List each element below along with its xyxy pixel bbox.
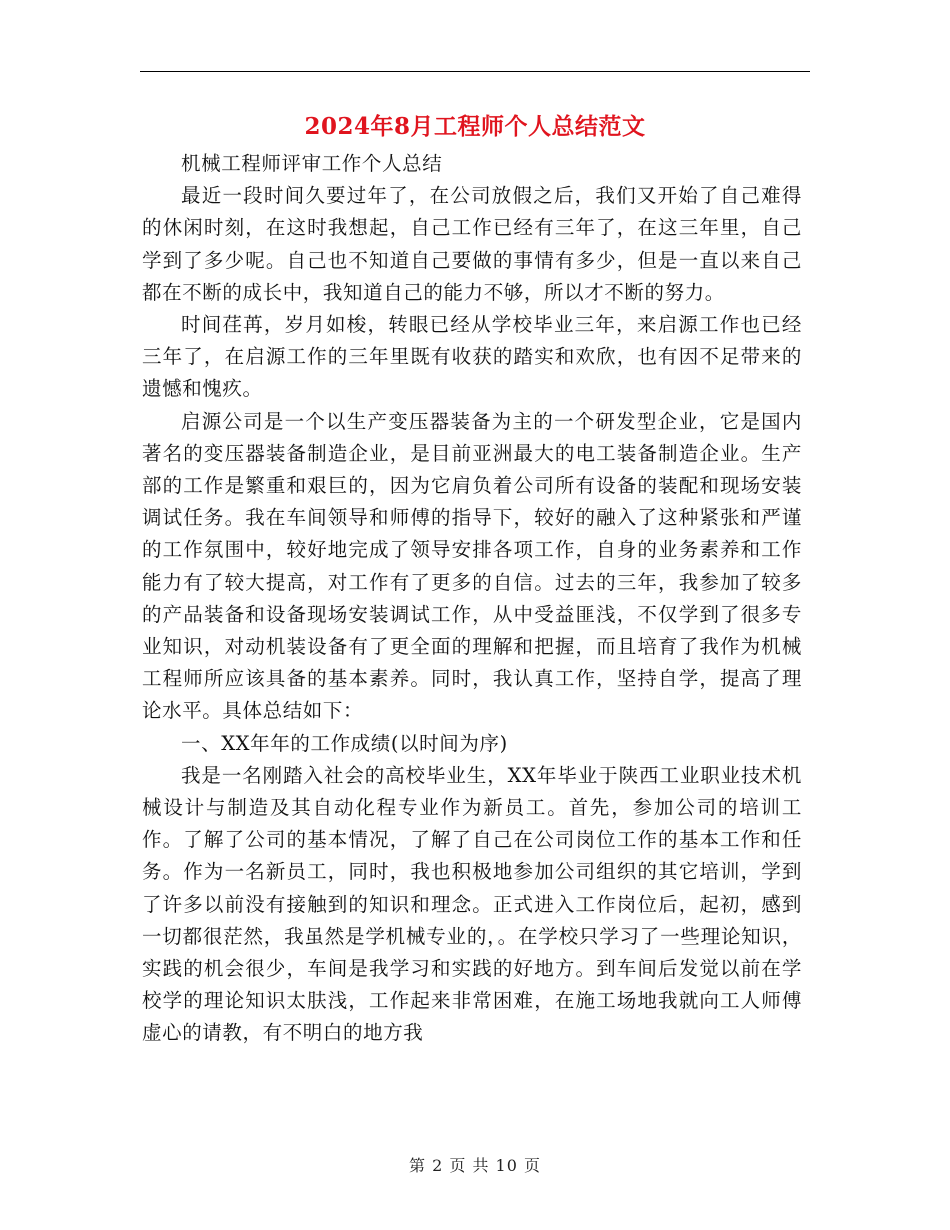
paragraph: 最近一段时间久要过年了，在公司放假之后，我们又开始了自己难得的休闲时刻，在这时我想起，自己工作已经有三年了，在这三年里，自己学到了多少呢。自己也不知道自己要做的事情有多少，但是一直以来自己都在不断的成长中，我知道自己的能力不够，所以才不断的努力。 [142, 184, 802, 304]
paragraph: 我是一名刚踏入社会的高校毕业生，XX年毕业于陕西工业职业技术机械设计与制造及其自动化程专业作为新员工。首先，参加公司的培训工作。了解了公司的基本情况，了解了自己在公司岗位工作的基本工作和任务。作为一名新员工，同时，我也积极地参加公司组织的其它培训，学到了许多以前没有接触到的知识和理念。正式进入工作岗位后，起初，感到一切都很茫然，我虽然是学机械专业的，。在学校只学习了一些理论知识，实践的机会很少，车间是我学习和实践的好地方。到车间后发觉以前在学校学的理论知识太肤浅，工作起来非常困难，在施工场地我就向工人师傅虚心的请教，有不明白的地方我 [142, 763, 802, 1045]
header-rule [140, 71, 810, 72]
document-body [142, 148, 802, 1050]
page-number-label: 第 2 页 共 10 页 [409, 1156, 541, 1175]
paragraph-subtitle: 机械工程师评审工作个人总结 [181, 152, 443, 175]
document-title: 2024年8月工程师个人总结范文 [304, 113, 646, 140]
page-footer [0, 1153, 950, 1176]
paragraph: 时间荏苒，岁月如梭，转眼已经从学校毕业三年，来启源工作也已经三年了，在启源工作的三年里既有收获的踏实和欢欣，也有因不足带来的遗憾和愧疚。 [142, 313, 802, 401]
paragraph: 启源公司是一个以生产变压器装备为主的一个研发型企业，它是国内著名的变压器装备制造企业，是目前亚洲最大的电工装备制造企业。生产部的工作是繁重和艰巨的，因为它肩负着公司所有设备的装配和现场安装调试任务。我在车间领导和师傅的指导下，较好的融入了这种紧张和严谨的工作氛围中，较好地完成了领导安排各项工作，自身的业务素养和工作能力有了较大提高，对工作有了更多的自信。过去的三年，我参加了较多的产品装备和设备现场安装调试工作，从中受益匪浅，不仅学到了很多专业知识，对动机装设备有了更全面的理解和把握，而且培育了我作为机械工程师所应该具备的基本素养。同时，我认真工作，坚持自学，提高了理论水平。具体总结如下： [142, 409, 802, 723]
section-heading: 一、XX年年的工作成绩(以时间为序) [181, 731, 508, 755]
